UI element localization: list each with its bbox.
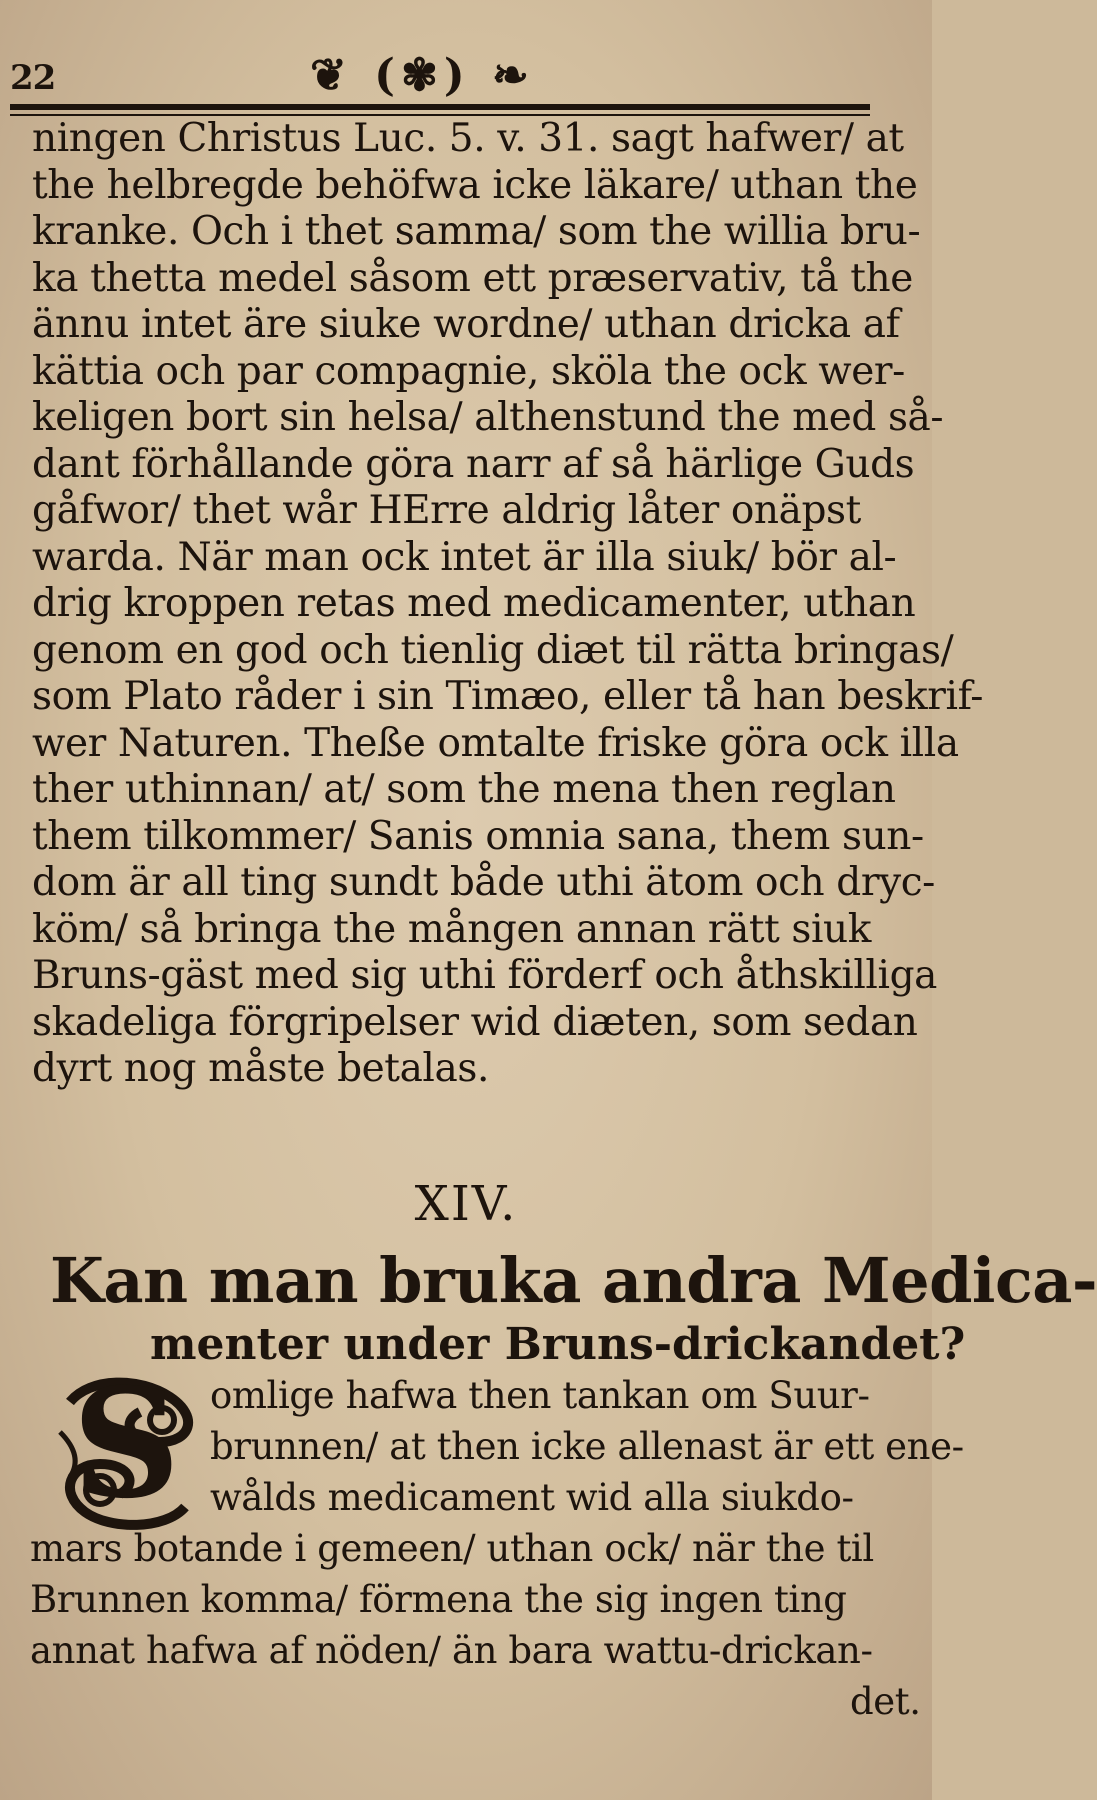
text-line: dyrt nog måste betalas. — [32, 1046, 489, 1091]
page-number: 22 — [10, 58, 56, 98]
text-line: ka thetta medel såsom ett præservativ, tå the — [32, 255, 913, 301]
text-line: wer Naturen. Theße omtalte friske göra ock illa — [32, 720, 959, 766]
text-line: dom är all ting sundt både uthi ätom och dryc- — [32, 860, 935, 905]
text-line: skadeliga förgripelser wid diæten, som sedan — [32, 999, 918, 1045]
text-line: som Plato råder i sin Timæo, eller tå han beskrif- — [32, 674, 984, 719]
text-line: ningen Christus Luc. 5. v. 31. sagt hafwer/ at — [32, 116, 904, 161]
text-line: Brunnen komma/ förmena the sig ingen ting — [30, 1578, 847, 1621]
text-line: köm/ så bringa the mången annan rätt siuk — [32, 906, 872, 952]
header-rule-thick — [10, 104, 870, 110]
paragraph-1 — [32, 116, 984, 1093]
text-line: wålds medicament wid alla siukdo- — [210, 1476, 854, 1519]
text-line: kättia och par compagnie, sköla the ock wer- — [32, 348, 905, 394]
page-header — [10, 48, 910, 112]
heading-line-2: menter under Bruns-drickandet? — [150, 1319, 966, 1370]
text-line: the helbregde behöfwa icke läkare/ uthan the — [32, 162, 918, 208]
section-number: XIV. — [414, 1176, 518, 1232]
heading-line-1: Kan man bruka andra Medica- — [50, 1244, 1097, 1317]
text-line: dant förhållande göra narr af så härlige Guds — [32, 441, 915, 487]
header-ornament: ❦ (✾) ❧ — [310, 50, 535, 101]
text-line: ännu intet äre siuke wordne/ uthan dricka af — [32, 302, 900, 347]
section-heading — [50, 1244, 1097, 1373]
text-line: them tilkommer/ Sanis omnia sana, them sun- — [32, 813, 924, 859]
text-line: gåfwor/ thet wår HErre aldrig låter onäpst — [32, 488, 861, 533]
text-line: omlige hafwa then tankan om Suur- — [210, 1374, 870, 1417]
text-line: mars botande i gemeen/ uthan ock/ när the til — [30, 1527, 874, 1570]
text-line: ther uthinnan/ at/ som the mena then reglan — [32, 767, 896, 812]
text-line: warda. När man ock intet är illa siuk/ bör al- — [32, 534, 897, 580]
text-line: annat hafwa af nöden/ än bara wattu-drickan- — [30, 1629, 873, 1672]
text-line: brunnen/ at then icke allenast är ett ene- — [210, 1425, 964, 1468]
drop-cap-letter: S — [72, 1356, 181, 1532]
paragraph-2 — [30, 1370, 964, 1727]
text-line: det. — [850, 1680, 921, 1723]
text-line: keligen bort sin helsa/ althenstund the med så- — [32, 395, 944, 440]
text-line: drig kroppen retas med medicamenter, uthan — [32, 581, 916, 626]
text-line: Bruns-gäst med sig uthi förderf och åthskilliga — [32, 953, 937, 998]
text-line: kranke. Och i thet samma/ som the willia bru- — [32, 209, 921, 254]
text-line: genom en god och tienlig diæt til rätta bringas/ — [32, 627, 954, 673]
